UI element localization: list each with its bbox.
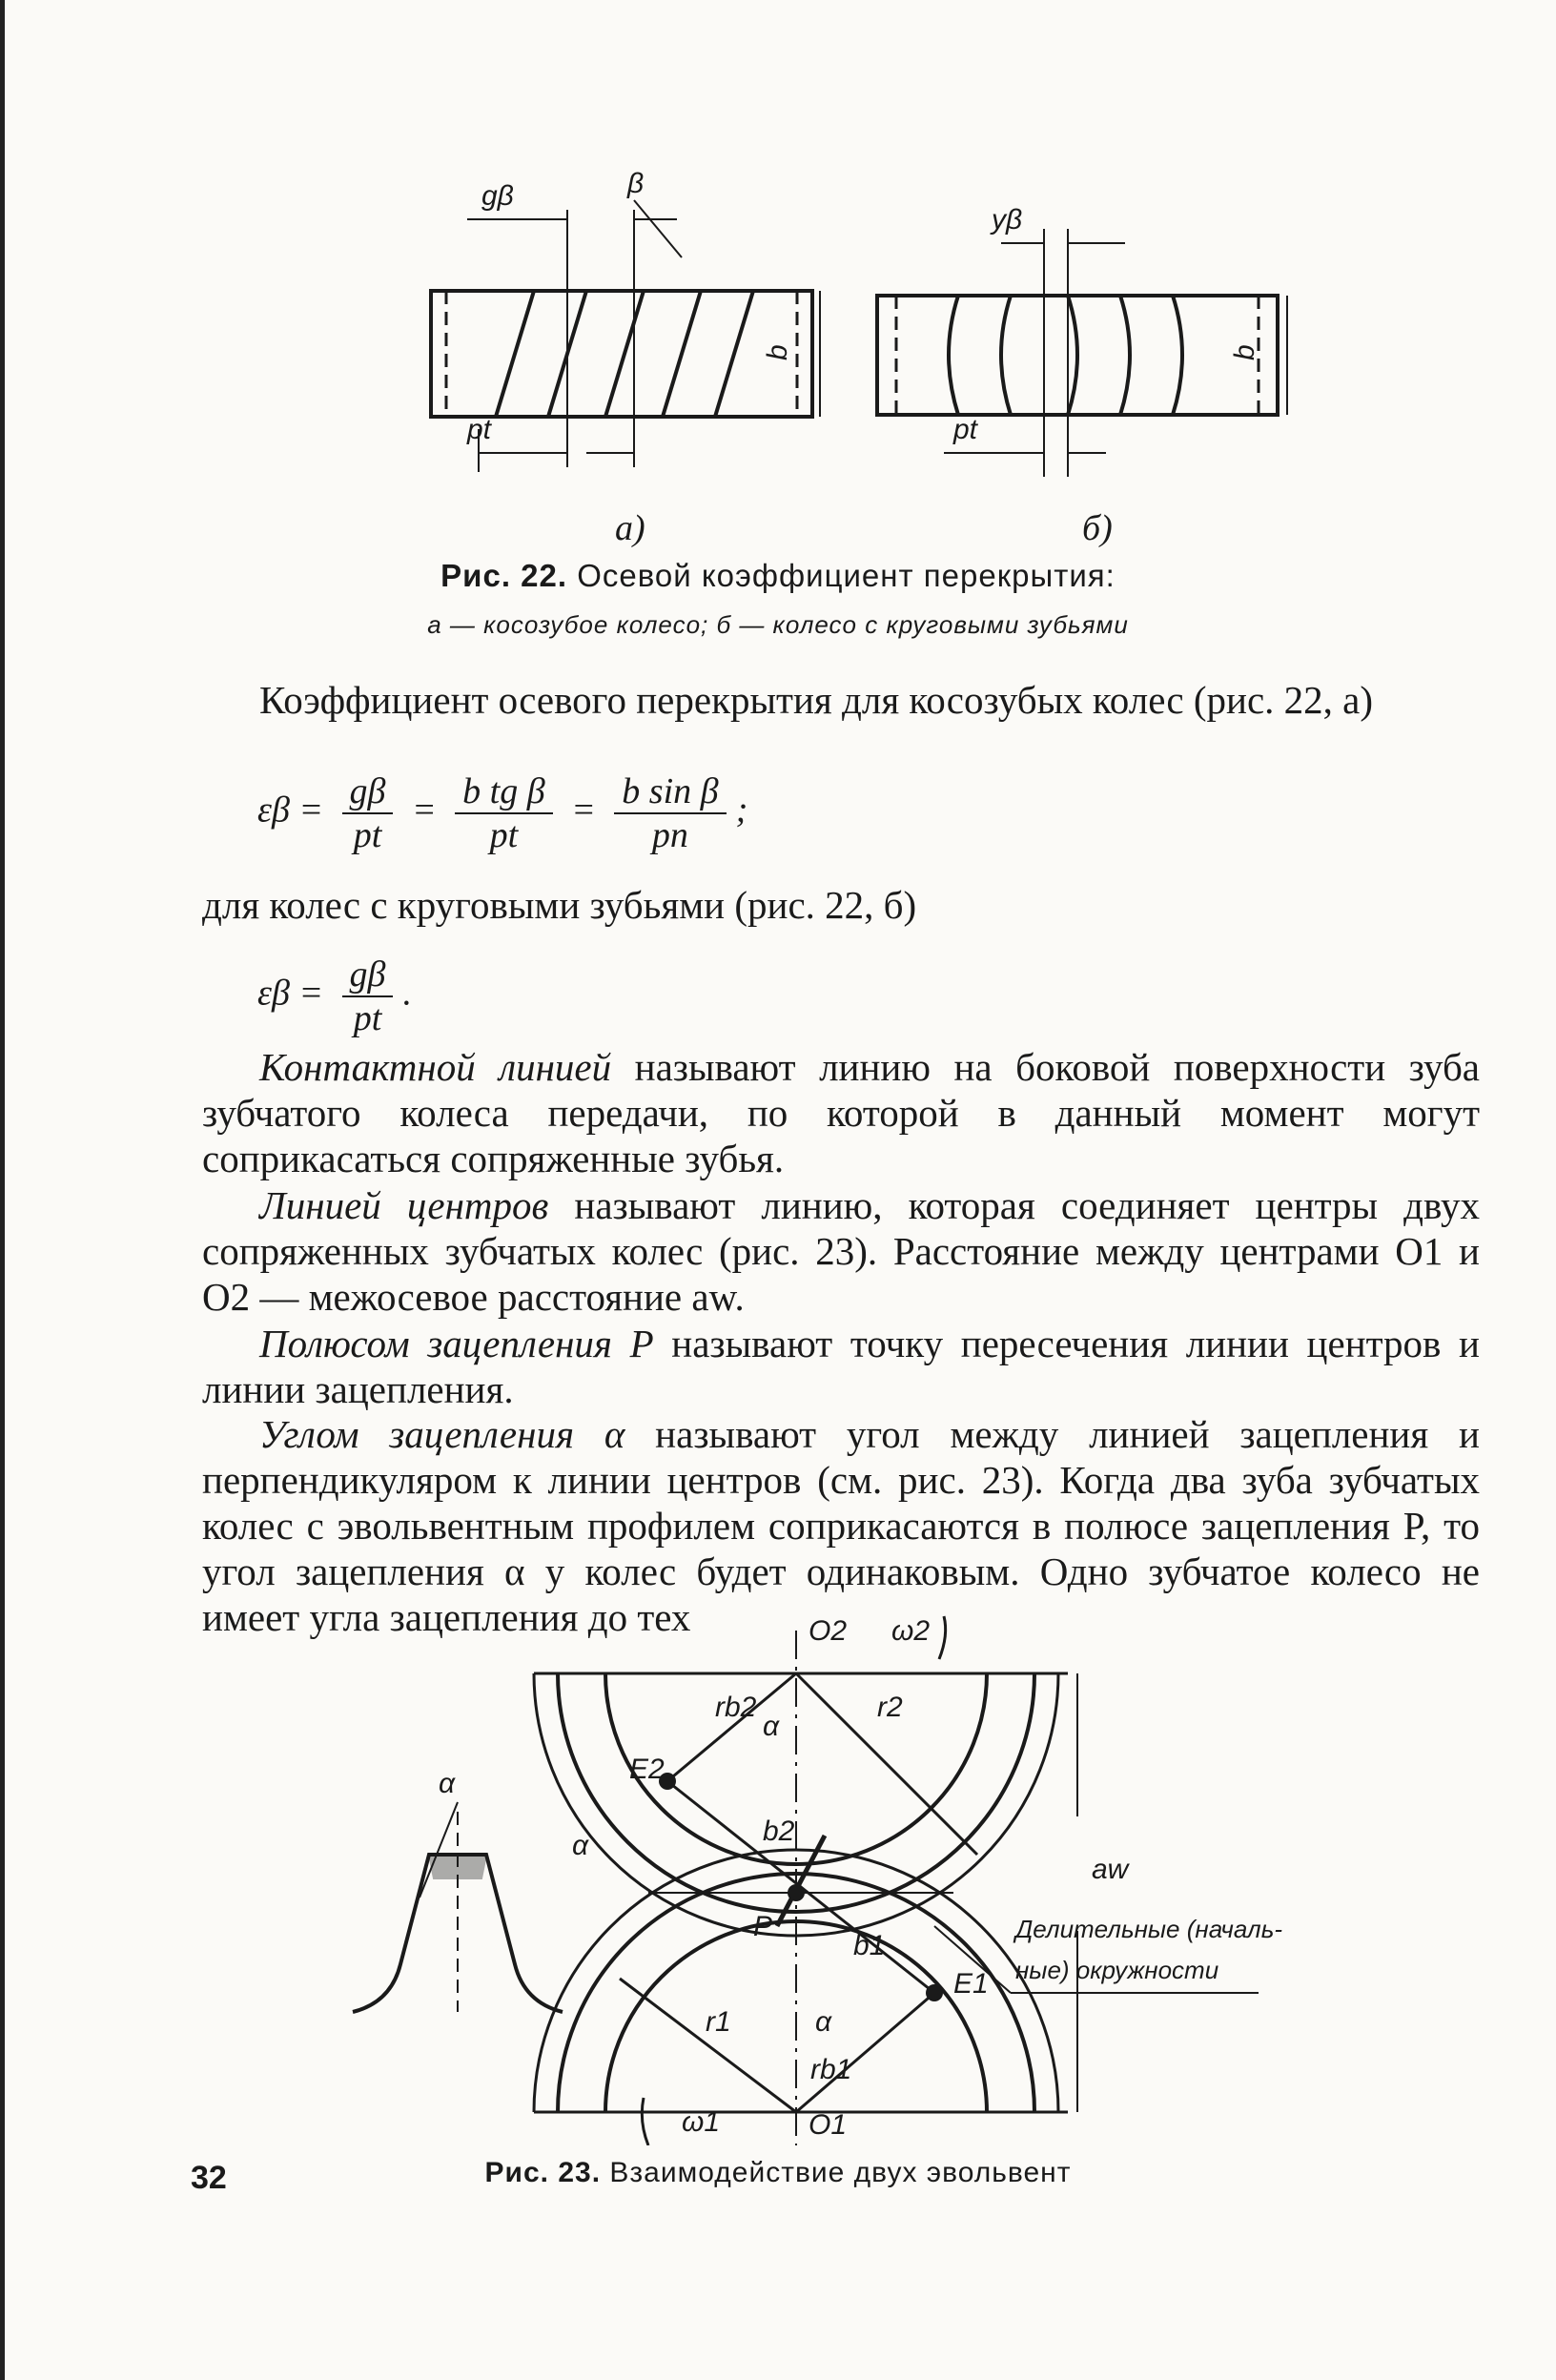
pitch-circles-label-line1: Делительные (началь- [1015, 1915, 1283, 1943]
label-omega1: ω1 [682, 2106, 721, 2138]
formula-helical-lhs: εβ = [257, 790, 324, 831]
figure-22-caption-sub: а — косозубое колесо; б — колесо с круговыми зубьями [427, 610, 1129, 639]
circular-tooth [1001, 296, 1011, 415]
paragraph-circular-teeth: для колес с круговыми зубьями (рис. 22, б) [202, 883, 917, 927]
figure-23-caption [0, 2157, 1556, 2189]
label-r1: r1 [706, 2006, 731, 2038]
figure-23-drawing [343, 1611, 1392, 2145]
formula-circular-end: . [402, 973, 412, 1014]
fraction-numerator: gβ [342, 770, 394, 814]
term-contact-line: Контактной линией [259, 1045, 612, 1089]
circular-tooth [949, 296, 958, 415]
term-pitch-point: Полюсом зацепления P [259, 1322, 654, 1365]
paragraph-pitch-point [202, 1321, 1480, 1412]
pole-point-P [788, 1884, 805, 1901]
figure-23-caption-text: Взаимодействие двух эвольвент [609, 2157, 1072, 2188]
fraction-numerator: b tg β [455, 770, 552, 814]
label-pt-b: pt [953, 414, 978, 445]
fraction [342, 770, 394, 856]
label-O2: O2 [809, 1615, 848, 1647]
label-pt-a: pt [467, 414, 492, 445]
formula-helical: εβ = $\frac{g\beta}{pt}$ = $\frac{\text{b tg β}}{pt}$ = $\frac{\text{b sin β}}{pn}$ ; [257, 771, 748, 855]
figure-22 [410, 153, 1325, 563]
label-aw: aw [1092, 1854, 1129, 1885]
paragraph-center-line [202, 1182, 1480, 1320]
circular-tooth [1173, 296, 1182, 415]
paragraph-pressure-angle [202, 1411, 1480, 1640]
paragraph-pressure-angle-text: называют угол между линией зацепления и перпендикуляром к линии центров (см. рис. 23). Когда два зуба зубчатых колес с эвольвентным профилем соприкасаются в полюсе зацепления P, то угол зацепления α у колес будет одинаковым. Одно зубчатое колесо не имеет угла зацепления до тех [202, 1412, 1480, 1639]
fraction [614, 770, 726, 856]
label-g-beta: gβ [481, 180, 514, 212]
label-alpha-left: α [572, 1830, 589, 1861]
label-rb2: rb2 [715, 1692, 757, 1723]
figure-23 [343, 1611, 1392, 2145]
label-b-a: b [762, 344, 793, 360]
helical-tooth [663, 291, 701, 417]
fraction-denominator: pt [353, 815, 382, 855]
pitch-circles-label-line2: ные) окружности [1015, 1956, 1219, 1984]
label-alpha-top: α [763, 1711, 780, 1742]
helical-tooth [496, 291, 534, 417]
label-alpha-bottom: α [815, 2006, 832, 2038]
label-O1: O1 [809, 2109, 848, 2141]
label-b1: b1 [853, 1930, 886, 1961]
label-omega2: ω2 [891, 1615, 931, 1647]
helical-rack-outline [431, 291, 812, 417]
label-E2: E2 [629, 1754, 665, 1785]
label-P: P [753, 1911, 773, 1942]
paragraph-contact-line-text: называют линию на боковой поверхности зуба зубчатого колеса передачи, по которой в данный момент могут соприкасаться сопряженные зубья. [202, 1045, 1480, 1180]
point-E1 [926, 1984, 943, 2001]
fraction-denominator: pn [651, 815, 688, 855]
figure-22-sub-a: а) [615, 508, 645, 548]
term-center-line: Линией центров [259, 1183, 549, 1227]
fraction-numerator: gβ [342, 954, 394, 997]
figure-22-drawing [410, 153, 1325, 563]
label-b2: b2 [763, 1816, 795, 1847]
label-alpha-tooth: α [439, 1768, 456, 1799]
figure-22-caption-label: Рис. 22. [440, 558, 568, 593]
figure-22-caption [0, 558, 1556, 594]
fraction [455, 770, 552, 856]
label-rb1: rb1 [810, 2054, 852, 2085]
helical-tooth [715, 291, 753, 417]
paragraph-pitch-point-text: называют точку пересечения линии центров и линии зацепления. [202, 1322, 1480, 1411]
helical-tooth [605, 291, 644, 417]
fraction [342, 954, 394, 1039]
paragraph-center-line-text: называют линию, которая соединяет центры двух сопряженных зубчатых колес (рис. 23). Расстояние между центрами O1 и O2 — межосевое расстояние aw. [202, 1183, 1480, 1319]
figure-22-sub-b: б) [1082, 508, 1113, 548]
label-b-b: b [1229, 344, 1260, 360]
figure-23-caption-label: Рис. 23. [484, 2157, 602, 2188]
circular-tooth [1068, 296, 1077, 415]
label-E1: E1 [953, 1968, 989, 2000]
figure-22-caption-text: Осевой коэффициент перекрытия: [577, 558, 1116, 593]
label-r2: r2 [877, 1692, 903, 1723]
label-beta: β [627, 168, 645, 199]
fraction-denominator: pt [489, 815, 519, 855]
term-pressure-angle: Углом зацепления α [259, 1412, 625, 1456]
paragraph-contact-line [202, 1044, 1480, 1181]
paragraph-axial-overlap: Коэффициент осевого перекрытия для косозубых колес (рис. 22, а) [259, 678, 1373, 722]
formula-circular [257, 954, 412, 1039]
page-number: 32 [191, 2160, 227, 2196]
fraction-numerator: b sin β [614, 770, 726, 814]
page-edge [0, 0, 5, 2380]
formula-circular-lhs: εβ = [257, 973, 324, 1014]
fraction-denominator: pt [353, 998, 382, 1038]
circular-tooth [1120, 296, 1130, 415]
label-y-beta: yβ [992, 204, 1023, 236]
formula-helical-end: ; [735, 790, 748, 831]
